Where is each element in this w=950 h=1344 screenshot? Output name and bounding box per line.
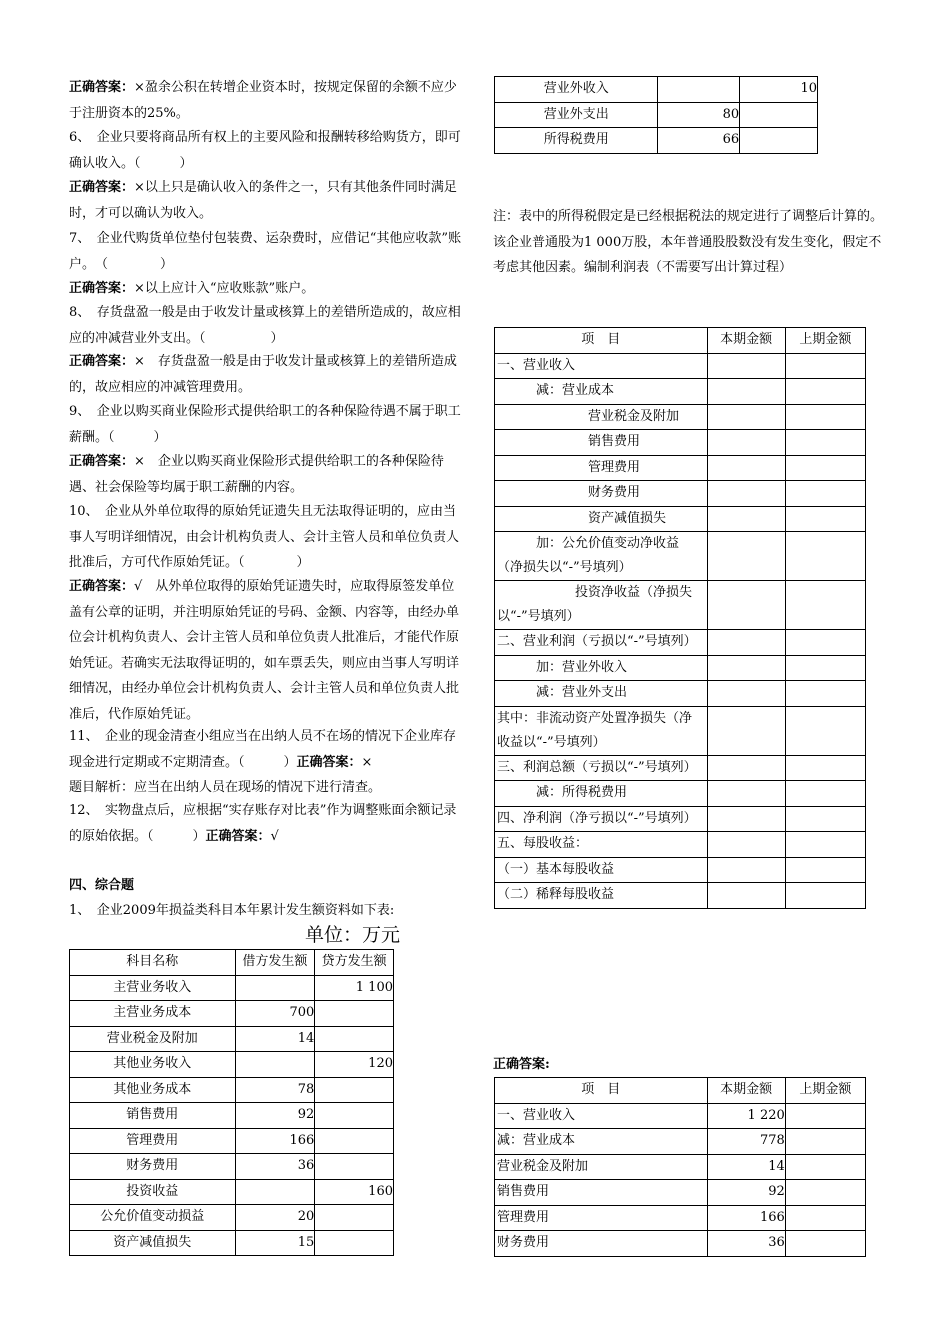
table-row bbox=[495, 706, 866, 755]
table-cell: 销售费用 bbox=[495, 430, 708, 456]
answer-6: 正确答案：×以上只是确认收入的条件之一，只有其他条件同时满足时，才可以确认为收入。 bbox=[69, 180, 457, 221]
table-cell: 二、营业利润（亏损以“-”号填列） bbox=[495, 630, 708, 656]
table-cell: 36 bbox=[235, 1154, 315, 1180]
table-header: 借方发生额 bbox=[235, 950, 315, 976]
table-cell: 其他业务收入 bbox=[70, 1052, 236, 1078]
table-cell: 四、净利润（净亏损以“-”号填列） bbox=[495, 806, 708, 832]
table-cell: 营业外支出 bbox=[495, 102, 658, 128]
table-row bbox=[495, 883, 866, 909]
table-row bbox=[495, 430, 866, 456]
ledger-table bbox=[69, 949, 394, 1256]
table-cell: 财务费用 bbox=[70, 1154, 236, 1180]
question-10: 10、 企业从外单位取得的原始凭证遗失且无法取得证明的，应由当事人写明详细情况，由会计机构负责人、会计主管人员和单位负责人批准后，方可代作原始凭证。（ ） bbox=[69, 504, 460, 570]
table-cell: 20 bbox=[235, 1205, 315, 1231]
table-row bbox=[495, 681, 866, 707]
table-row bbox=[70, 1128, 394, 1154]
question-9: 9、 企业以购买商业保险形式提供给职工的各种保险待遇不属于职工薪酬。（ ） bbox=[69, 404, 461, 445]
section-title: 四、综合题 bbox=[69, 878, 135, 893]
table-row bbox=[495, 1180, 866, 1206]
table-cell: 166 bbox=[707, 1205, 785, 1231]
table-header: 上期金额 bbox=[785, 1078, 865, 1104]
table-header-row bbox=[70, 950, 394, 976]
table-cell: 主营业务成本 bbox=[70, 1001, 236, 1027]
table-cell: 14 bbox=[707, 1154, 785, 1180]
table-cell: 一、营业收入 bbox=[495, 1103, 708, 1129]
table-cell: 120 bbox=[315, 1052, 394, 1078]
table-cell: 66 bbox=[658, 128, 740, 154]
table-row bbox=[495, 77, 818, 103]
table-cell: 92 bbox=[707, 1180, 785, 1206]
table-cell bbox=[315, 1230, 394, 1256]
table-row bbox=[495, 532, 866, 581]
table-row bbox=[495, 404, 866, 430]
section-intro: 1、 企业2009年损益类科目本年累计发生额资料如下表: bbox=[69, 903, 395, 918]
table-cell bbox=[785, 1231, 865, 1257]
table-row bbox=[495, 1231, 866, 1257]
table-cell: 1 220 bbox=[707, 1103, 785, 1129]
table-row bbox=[495, 455, 866, 481]
table-cell: 管理费用 bbox=[495, 455, 708, 481]
table-cell bbox=[785, 1103, 865, 1129]
answer-5: 正确答案：×盈余公积在转增企业资本时，按规定保留的余额不应少于注册资本的25%。 bbox=[69, 80, 457, 121]
ledger-table-continued bbox=[494, 76, 818, 154]
table-cell: 公允价值变动损益 bbox=[70, 1205, 236, 1231]
question-12: 12、 实物盘点后，应根据“实存账存对比表”作为调整账面余额记录的原始依据。（ ）正确答案：√ bbox=[69, 803, 457, 844]
table-cell: 财务费用 bbox=[495, 1231, 708, 1257]
table-cell: 700 bbox=[235, 1001, 315, 1027]
table-cell: 166 bbox=[235, 1128, 315, 1154]
table-cell: 10 bbox=[740, 77, 818, 103]
question-8: 8、 存货盘盈一般是由于收发计量或核算上的差错所造成的，故应相应的冲减营业外支出。（ ） bbox=[69, 305, 461, 346]
table-cell: 营业税金及附加 bbox=[70, 1026, 236, 1052]
table-row bbox=[495, 506, 866, 532]
table-row bbox=[70, 1103, 394, 1129]
table-row bbox=[70, 1026, 394, 1052]
answer-9: 正确答案：× 企业以购买商业保险形式提供给职工的各种保险待遇、社会保险等均属于职工薪酬的内容。 bbox=[69, 454, 444, 495]
table-cell: 销售费用 bbox=[70, 1103, 236, 1129]
table-header: 项 目 bbox=[495, 1078, 708, 1104]
table-cell: 投资收益 bbox=[70, 1179, 236, 1205]
table-cell: 减：营业外支出 bbox=[495, 681, 708, 707]
table-cell: 减：所得税费用 bbox=[495, 781, 708, 807]
table-row bbox=[70, 1205, 394, 1231]
question-6: 6、 企业只要将商品所有权上的主要风险和报酬转移给购货方，即可确认收入。（ ） bbox=[69, 130, 461, 171]
table-cell bbox=[315, 1103, 394, 1129]
table-cell: 三、利润总额（亏损以“-”号填列） bbox=[495, 755, 708, 781]
table-row bbox=[70, 1001, 394, 1027]
table-cell: 一、营业收入 bbox=[495, 353, 708, 379]
table-cell: 管理费用 bbox=[495, 1205, 708, 1231]
table-cell: 其中：非流动资产处置净损失（净收益以“-”号填列） bbox=[495, 706, 708, 755]
table-cell: 管理费用 bbox=[70, 1128, 236, 1154]
table-row bbox=[495, 655, 866, 681]
table-row bbox=[495, 353, 866, 379]
answer-label: 正确答案: bbox=[493, 1057, 550, 1072]
table-header: 本期金额 bbox=[707, 328, 785, 354]
table-header: 上期金额 bbox=[785, 328, 865, 354]
table-cell bbox=[740, 102, 818, 128]
table-cell bbox=[785, 1205, 865, 1231]
table-cell: 80 bbox=[658, 102, 740, 128]
table-header: 贷方发生额 bbox=[315, 950, 394, 976]
table-cell: 其他业务成本 bbox=[70, 1077, 236, 1103]
table-row bbox=[495, 379, 866, 405]
table-cell bbox=[235, 975, 315, 1001]
table-header: 项 目 bbox=[495, 328, 708, 354]
table-header: 本期金额 bbox=[707, 1078, 785, 1104]
table-cell: 14 bbox=[235, 1026, 315, 1052]
table-cell: （二）稀释每股收益 bbox=[495, 883, 708, 909]
table-cell: 所得税费用 bbox=[495, 128, 658, 154]
table-cell bbox=[785, 1129, 865, 1155]
income-statement-answer bbox=[494, 1077, 866, 1257]
table-cell: 销售费用 bbox=[495, 1180, 708, 1206]
table-row bbox=[495, 481, 866, 507]
table-row bbox=[495, 857, 866, 883]
table-row bbox=[495, 832, 866, 858]
table-row bbox=[70, 1154, 394, 1180]
table-cell: 营业税金及附加 bbox=[495, 1154, 708, 1180]
table-cell: 减：营业成本 bbox=[495, 379, 708, 405]
table-cell: 投资净收益（净损失以“-”号填列） bbox=[495, 581, 708, 630]
table-row bbox=[495, 630, 866, 656]
table-cell bbox=[740, 128, 818, 154]
table-cell bbox=[235, 1052, 315, 1078]
table-row bbox=[495, 102, 818, 128]
table-cell bbox=[315, 1205, 394, 1231]
table-cell bbox=[315, 1026, 394, 1052]
table-cell: 营业税金及附加 bbox=[495, 404, 708, 430]
table-row bbox=[495, 581, 866, 630]
table-cell: （一）基本每股收益 bbox=[495, 857, 708, 883]
table-cell: 778 bbox=[707, 1129, 785, 1155]
unit-label: 单位：万元 bbox=[305, 924, 401, 946]
table-row bbox=[495, 1103, 866, 1129]
question-11: 11、 企业的现金清查小组应当在出纳人员不在场的情况下企业库存现金进行定期或不定期清查。（ ）正确答案：× 题目解析：应当在出纳人员在现场的情况下进行清查。 bbox=[69, 729, 457, 795]
table-cell: 营业外收入 bbox=[495, 77, 658, 103]
table-cell: 五、每股收益： bbox=[495, 832, 708, 858]
question-7: 7、 企业代购货单位垫付包装费、运杂费时，应借记“其他应收款”账户。 （ ） bbox=[69, 231, 462, 272]
table-header: 科目名称 bbox=[70, 950, 236, 976]
table-row bbox=[495, 806, 866, 832]
table-cell: 78 bbox=[235, 1077, 315, 1103]
table-cell: 资产减值损失 bbox=[495, 506, 708, 532]
table-row bbox=[495, 1129, 866, 1155]
table-row bbox=[495, 1154, 866, 1180]
table-cell bbox=[785, 1154, 865, 1180]
table-row bbox=[70, 1179, 394, 1205]
table-cell bbox=[785, 1180, 865, 1206]
table-cell: 36 bbox=[707, 1231, 785, 1257]
table-cell: 1 100 bbox=[315, 975, 394, 1001]
table-cell bbox=[658, 77, 740, 103]
table-cell bbox=[315, 1001, 394, 1027]
table-cell bbox=[315, 1128, 394, 1154]
table-row bbox=[495, 128, 818, 154]
table-header-row bbox=[495, 328, 866, 354]
table-cell bbox=[315, 1154, 394, 1180]
table-cell: 减：营业成本 bbox=[495, 1129, 708, 1155]
table-row bbox=[70, 1052, 394, 1078]
table-row bbox=[495, 781, 866, 807]
table-cell: 主营业务收入 bbox=[70, 975, 236, 1001]
table-cell bbox=[235, 1179, 315, 1205]
table-cell: 加：公允价值变动净收益（净损失以“-”号填列） bbox=[495, 532, 708, 581]
table-cell bbox=[315, 1077, 394, 1103]
table-cell: 资产减值损失 bbox=[70, 1230, 236, 1256]
table-row bbox=[70, 1230, 394, 1256]
answer-8: 正确答案：× 存货盘盈一般是由于收发计量或核算上的差错所造成的，故应相应的冲减管理费用。 bbox=[69, 354, 457, 395]
table-row bbox=[70, 1077, 394, 1103]
table-header-row bbox=[495, 1078, 866, 1104]
table-row bbox=[70, 975, 394, 1001]
table-cell: 财务费用 bbox=[495, 481, 708, 507]
table-cell: 160 bbox=[315, 1179, 394, 1205]
table-cell: 15 bbox=[235, 1230, 315, 1256]
answer-7: 正确答案：×以上应计入“应收账款”账户。 bbox=[69, 281, 315, 296]
answer-10: 正确答案：√ 从外单位取得的原始凭证遗失时，应取得原签发单位盖有公章的证明，并注明原始凭证的号码、金额、内容等，由经办单位会计机构负责人、会计主管人员和单位负责人批准后，才能代作原始凭证。若确实无法取得证明的，如车票丢失，则应由当事人写明详细情况，由经办单位会计机构负责人、会计主管人员和单位负责人批准后，代作原始凭证。 bbox=[69, 579, 460, 722]
table-cell: 92 bbox=[235, 1103, 315, 1129]
table-cell: 加：营业外收入 bbox=[495, 655, 708, 681]
income-statement-template bbox=[494, 327, 866, 909]
table-row bbox=[495, 1205, 866, 1231]
table-row bbox=[495, 755, 866, 781]
note-paragraph: 注：表中的所得税假定是已经根据税法的规定进行了调整后计算的。该企业普通股为1 000万股，本年普通股股数没有发生变化，假定不考虑其他因素。编制利润表（不需要写出计算过程） bbox=[493, 209, 884, 275]
